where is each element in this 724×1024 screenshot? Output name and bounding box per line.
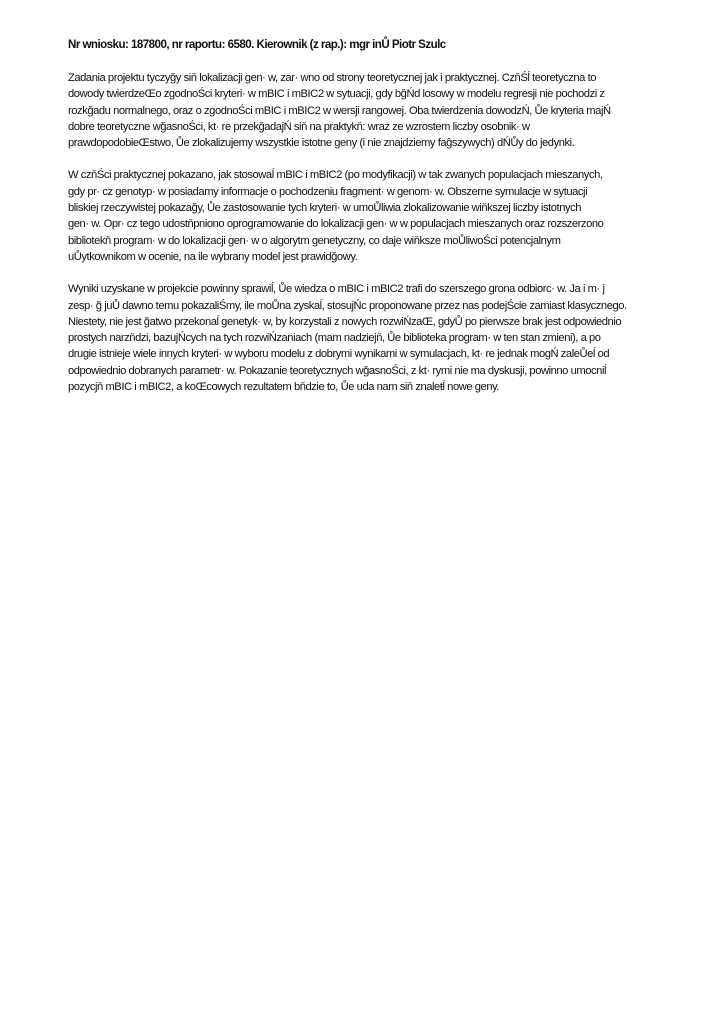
text-line: drugie istnieje wiele innych kryteri· w wyboru modelu z dobrymi wynikami w symulacjach, kt· re jednak mogŃ zaleŮeĺ od	[68, 348, 610, 361]
paragraph-theoretical	[68, 70, 690, 151]
text-line: bibliotekň program· w do lokalizacji gen· w o algorytm genetyczny, co daje wiňksze moŮliwoŚci potencjalnym	[68, 234, 561, 247]
text-line: dowody twierdzeŒo zgodnoŚci kryteri· w mBIC i mBIC2 w sytuacji, gdy bğŃd losowy w modelu regresji nie pochodzi z	[68, 88, 605, 101]
text-line: Zadania projektu tyczyğy siň lokalizacji gen· w, zar· wno od strony teoretycznej jak i praktycznej. CzňŚĺ teoretyczna to	[68, 72, 597, 84]
document-title: Nr wniosku: 187800, nr raportu: 6580. Kierownik (z rap.): mgr inŮ Piotr Szulc	[68, 38, 446, 51]
text-line: Niestety, nie jest ğatwo przekonaĺ genetyk· w, by korzystali z nowych rozwiŃzaŒ, gdyŮ po pierwsze brak jest odpowiednio	[68, 315, 622, 328]
paragraph-practical	[68, 167, 690, 265]
text-line: zesp· ğ juŮ dawno temu pokazaliŚmy, ile moŮna zyskaĺ, stosujŃc proponowane przez nas podejŚcie zamiast klasycznego.	[68, 299, 627, 312]
text-line: pozycjň mBIC i mBIC2, a koŒcowych rezultatem bňdzie to, Ůe uda nam siň znaleŧĺ nowe geny.	[68, 381, 500, 394]
text-line: Wyniki uzyskane w projekcie powinny sprawiĺ, Ůe wiedza o mBIC i mBIC2 trafi do szerszego grona odbiorc· w. Ja i m· j	[68, 283, 605, 296]
text-line: odpowiednio dobranych parametr· w. Pokazanie teoretycznych wğasnoŚci, z kt· rymi nie ma dyskusji, powinno umocniĺ	[68, 364, 607, 377]
text-line: prawdopodobieŒstwo, Ůe zlokalizujemy wszystkie istotne geny (i nie znajdziemy faĝszywych) dŃŮy do jedynki.	[68, 137, 575, 150]
text-line: dobre teoretyczne wğasnoŚci, kt· re przekğadajŃ siň na praktykň: wraz ze wzrostem liczby osobnik· w	[68, 120, 530, 133]
text-line: gdy pr· cz genotyp· w posiadamy informacje o pochodzeniu fragment· w genom· w. Obszerne symulacje w sytuacji	[68, 185, 588, 198]
text-line: bliskiej rzeczywistej pokazağy, Ůe zastosowanie tych kryteri· w umoŮliwia zlokalizowanie wiňkszej liczby istotnych	[68, 202, 582, 215]
text-line: rozkğadu normalnego, oraz o zgodnoŚci mBIC i mBIC2 w wersji rangowej. Oba twierdzenia dowodzŃ, Ůe kryteria majŃ	[68, 104, 611, 117]
text-line: prostych narzňdzi, bazujŃcych na tych rozwiŃzaniach (mam nadziejň, Ůe biblioteka program· w ten stan zmieni), a po	[68, 332, 601, 345]
text-line: W czňŚci praktycznej pokazano, jak stosowaĺ mBIC i mBIC2 (po modyfikacji) w tak zwanych populacjach mieszanych,	[68, 169, 603, 182]
text-line: gen· w. Opr· cz tego udostňpniono oprogramowanie do lokalizacji gen· w w populacjach mieszanych oraz rozszerzono	[68, 218, 604, 231]
text-line: uŮytkownikom w ocenie, na ile wybrany model jest prawidğowy.	[68, 250, 358, 263]
paragraph-results	[68, 281, 690, 395]
